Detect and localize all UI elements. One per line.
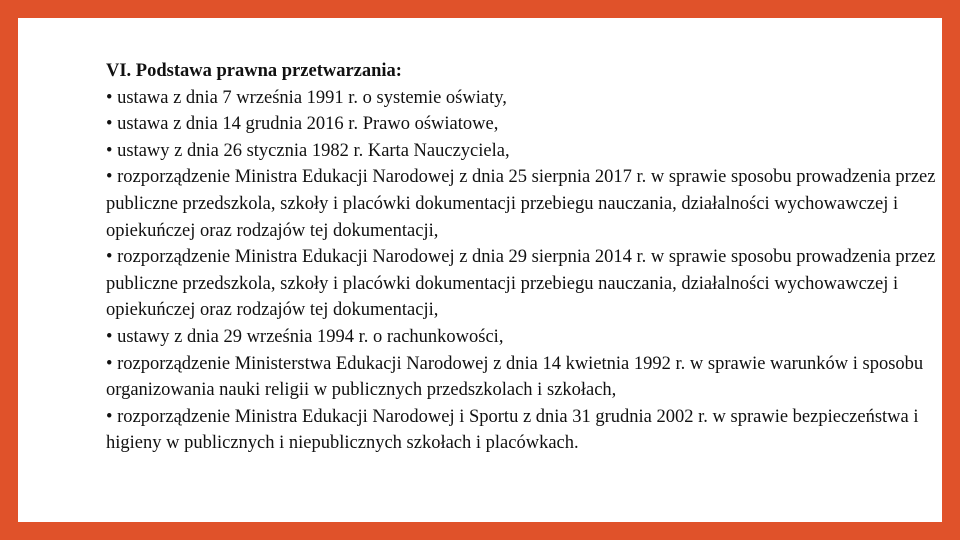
legal-basis-item: • ustawa z dnia 7 września 1991 r. o systemie oświaty, (106, 87, 507, 108)
legal-basis-item: • rozporządzenie Ministra Edukacji Narodowej i Sportu z dnia 31 grudnia 2002 r. w sprawie bezpieczeństwa i higieny w publicznych i niepublicznych szkołach i placówkach. (106, 406, 919, 454)
legal-basis-item: • rozporządzenie Ministerstwa Edukacji Narodowej z dnia 14 kwietnia 1992 r. w sprawie warunków i sposobu organizowania nauki religii w publicznych przedszkolach i szkołach, (106, 353, 924, 401)
legal-basis-item: • ustawa z dnia 14 grudnia 2016 r. Prawo oświatowe, (106, 114, 499, 135)
legal-basis-item: • rozporządzenie Ministra Edukacji Narodowej z dnia 29 sierpnia 2014 r. w sprawie sposobu prowadzenia przez publiczne przedszkola, szkoły i placówki dokumentacji przebiegu nauczania, działalności wychowawczej i opiekuńczej oraz rodzajów tej dokumentacji, (106, 247, 936, 321)
legal-basis-item: • rozporządzenie Ministra Edukacji Narodowej z dnia 25 sierpnia 2017 r. w sprawie sposobu prowadzenia przez publiczne przedszkola, szkoły i placówki dokumentacji przebiegu nauczania, działalności wychowawczej i opiekuńczej oraz rodzajów tej dokumentacji, (106, 167, 936, 241)
slide-content (106, 58, 936, 457)
legal-basis-item: • ustawy z dnia 29 września 1994 r. o rachunkowości, (106, 326, 504, 347)
legal-basis-item: • ustawy z dnia 26 stycznia 1982 r. Karta Nauczyciela, (106, 140, 510, 161)
section-heading: VI. Podstawa prawna przetwarzania: (106, 61, 402, 81)
